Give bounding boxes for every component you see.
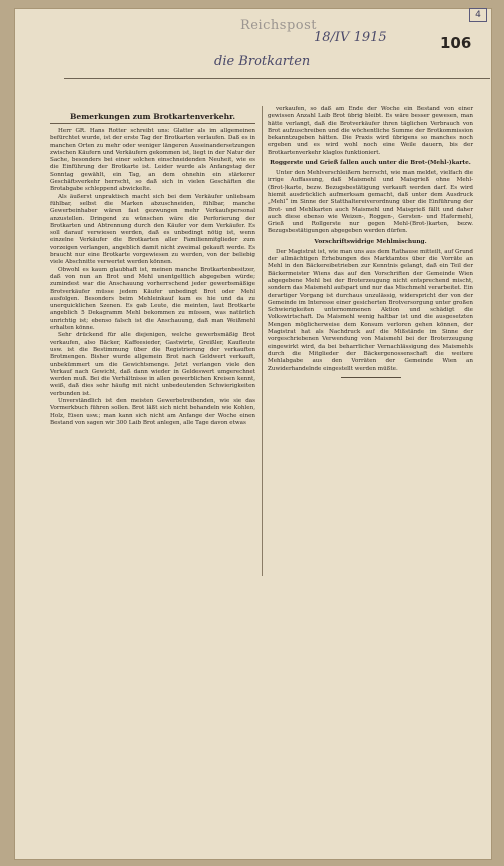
paragraph: Herr GR. Hans Rotter schreibt uns: Glatter als im allgemeinen befürchtet wurde, ist der erste Tag der Brotkarten verlaufen. Daß es in manchen Orten zu mehr oder weniger längeren Auseinandersetzungen zwischen Käufern und Verkäufern gekommen ist, liegt in der Natur der Sache, besonders bei einer solchen einschneidenden Neuheit, wie es die Einführung der Brotkarte ist. Leider wurde als Anfangstag der Sonntag gewählt, ein Tag, an dem ohnehin ein stärkerer Geschäftsverkehr herrscht, so daß sich in vielen Geschäften die Brotabgabe schleppend abwickelte. — [50, 128, 255, 193]
handwritten-date: 18/IV 1915 — [314, 30, 387, 45]
source-stamp: Reichspost — [240, 18, 318, 33]
paragraph: Sehr drückend für alle diejenigen, welche gewerbsmäßig Brot verkaufen, also Bäcker, Kaffeesieder, Gastwirte, Greißler, Kaufleute usw. ist die Bestimmung über die Registrierung der verkauften Brotmengen. Bisher wurde allgemein Brot nach Geldwert verkauft, unbekümmert um die Gewichtsmenge. Jetzt verlangen viele den Verkauf nach Gewicht, daß dann wieder in Geldeswert umgerechnet werden muß. Bei die Verhältnisse in allen gewerblichen Kreisen kennt, weiß, daß dies sehr häufig mit nicht unbedeutenden Schwierigkeiten verbunden ist. — [50, 332, 255, 397]
article-column-1 — [50, 106, 255, 427]
paragraph: Obwohl es kaum glaubhaft ist, meinen manche Brotkartenbesitzer, daß von nun an Brot und Mehl unentgeltlich abgegeben würde; zumindest war die Anschauung vorherrschend jeder gewerbsmäßige Brotverkäufer müsse jedem Käufer unbedingt Brot oder Mehl ausfolgen. Besonders beim Mehleinkauf kam es hie und da zu unerquicklichen Szenen. Es gab Leute, die meinten, laut Brotkarte angeblich 5 Dekagramm Mehl bekommen zu müssen, was natürlich unrichtig ist; ebenso falsch ist die Anschauung, daß man Weißmehl erhalten könne. — [50, 266, 255, 332]
section-subhead-1: Roggerste und Grieß fallen auch unter die Brot-(Mehl-)karte. — [270, 160, 471, 167]
section-subhead-2: Vorschriftswidrige Mehlmischung. — [314, 238, 427, 245]
paragraph: Als äußerst unpraktisch macht sich bei dem Verkäufer unliebsam fühlbar, selbst die Marken abzuschneiden, fühlbar, manche Gewerbeinhaber wären fast gezwungen mehr Verkaufspersonal anzustellen. Dringend zu wünschen wäre die Perforierung der Brotkarten und Abtrennung durch den Käufer vor dem Verkäufer. Es soll darauf verwiesen werden, daß es unbedingt nötig ist, wenn einzelne Verkäufer die Brotkarten aller Familienmitglieder zum vorzeigen verlangen, angeblich damit nicht zweimal gekauft werde. Es braucht nur eine Brotkarte vorgewiesen zu werden, von der beliebig viele Abschnitte verwertet werden können. — [50, 193, 255, 266]
paragraph: Der Magistrat ist, wie man uns aus dem Rathause mitteilt, auf Grund der allmächtigen Erhebungen des Marktamtes über die Vorräte an Mehl in den Bäckereibetrieben zur Kenntnis gelangt, daß ein Teil der Bäckermeister Wiens das auf den Vorschriften der Gemeinde Wien abgegebene Mehl bei der Broterzeugung nicht entsprechend mischt, sondern das Maismehl aufspart und nur das Mischmehl verarbeitet. Ein derartiger Vorgang ist durchaus unzulässig, widerspricht der von der Gemeinde im Interesse einer gesicherten Brotversorgung unter großen Schwierigkeiten unternommenen Aktion und schädigt die Volkswirtschaft. Da Maismehl wenig haltbar ist und die ausgesetzten Mengen möglicherweise dem Konsum verloren gehen können, der Magistrat hat als Nachdruck auf die Mißstände im Sinne der vorgeschriebenen Verwendung von Maismehl bei der Broterzeugung eingewirkt wird, da bei beharrlicher Vernachlässigung des Maismehls durch die Mitglieder der Bäckergenossenschaft die weitere Mehlabgabe aus den Vorräten der Gemeinde Wien an Zuwiderhandelnde eingestellt werden müßte. — [268, 248, 473, 372]
corner-mark: 4 — [469, 8, 487, 22]
column-divider — [262, 106, 263, 576]
handwritten-subject: die Brotkarten — [214, 54, 311, 69]
paragraph: Unter den Mehlverschleißern herrscht, wie man meldet, vielfach die irrige Auffassung, daß Maismehl und Maisgrieß ohne Mehl-(Brot-)karte, bezw. Bezugsbestätigung verkauft werden darf. Es wird hiemit ausdrücklich aufmerksam gemacht, daß unter dem Ausdruck „Mehl“ im Sinne der Statthaltereiverordnung über die Einführung der Brot- und Mehlkarten auch Maismehl und Maisgrieß fällt und daher auch diese ebenso wie Weizen-, Roggen-, Gersten- und Hafermehl, Grieß und Rollgerste nur gegen Mehl-(Brot-)karten, bezw. Bezugsbestätigungen abgegeben werden dürfen. — [268, 170, 473, 235]
article-column-2 — [268, 106, 473, 378]
paragraph: Unverständlich ist den meisten Gewerbetreibenden, wie sie das Vormerkbuch führen sollen. Brot läßt sich nicht behandeln wie Kohlen, Holz, Eisen usw.; man kann sich nicht am Anfange der Woche einen Bestand von sagen wir 300 Laib Brot anlegen, alle Tage davon etwas — [50, 397, 255, 426]
article-headline: Bemerkungen zum Brotkartenverkehr. — [50, 112, 255, 124]
end-rule — [341, 377, 401, 378]
header-rule — [64, 78, 490, 79]
page-number: 106 — [440, 34, 472, 52]
paragraph: verkaufen, so daß am Ende der Woche ein Bestand von einer gewissen Anzahl Laib Brot übrig bleibt. Es wäre besser gewesen, man hätte verlangt, daß die Brotverkäufer ihren täglichen Verbrauch von Brot aufzuschreiben und die wöchentliche Summe der Brotkommission bekanntzugeben hätten. Die Praxis wird übrigens so manches noch ergeben und es wird wohl noch eine Weile dauern, bis der Brotkartenverkehr klaglos funktioniert. — [268, 106, 473, 156]
